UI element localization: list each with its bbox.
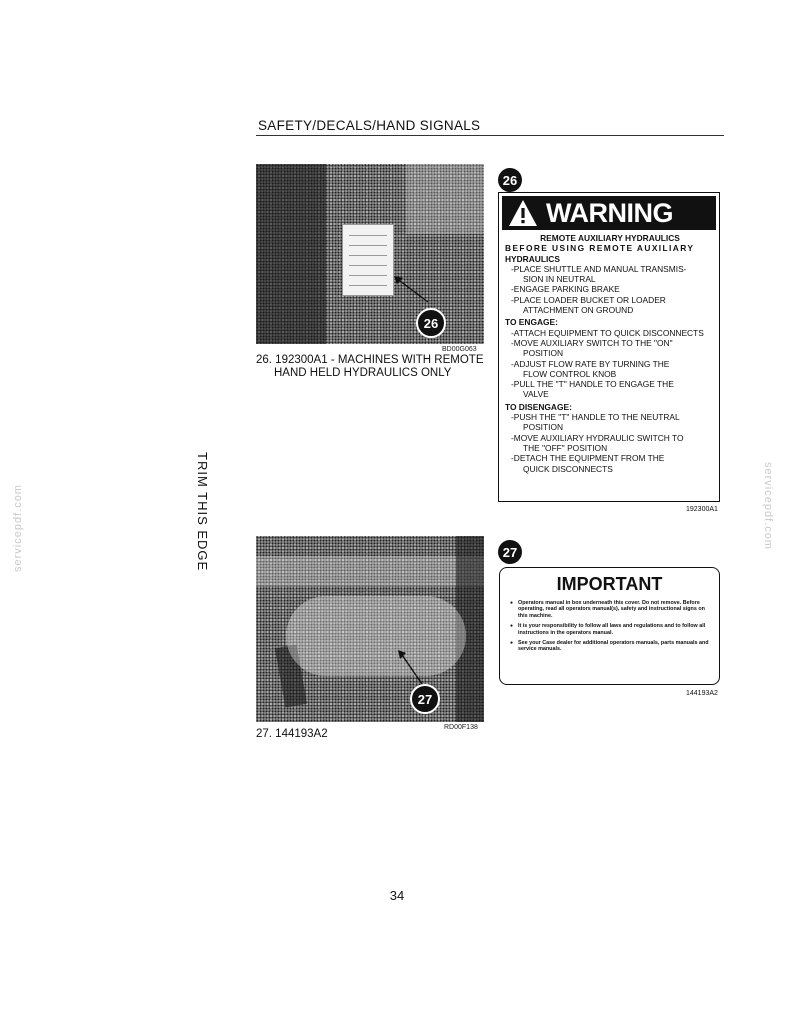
pointer-arrow — [394, 276, 434, 306]
warning-header — [502, 196, 716, 230]
figure-27-caption: 27. 144193A2 — [256, 728, 328, 740]
figure-26-caption: 26. 192300A1 - MACHINES WITH REMOTE HAND HELD HYDRAULICS ONLY — [256, 354, 484, 379]
callout-26: 26 — [416, 308, 446, 338]
decal-26-part-number: 192300A1 — [686, 506, 718, 513]
photo-decal-27-location — [256, 536, 484, 722]
warning-decal — [498, 192, 720, 502]
list-item: ● See your Case dealer for additional operators manuals, parts manuals and service manuals. — [510, 640, 711, 653]
warning-heading: WARNING — [546, 197, 673, 228]
important-list — [510, 600, 711, 657]
header-rule — [256, 135, 724, 136]
warning-triangle-icon — [508, 199, 538, 227]
decal-27-badge: 27 — [498, 540, 522, 564]
section-title: SAFETY/DECALS/HAND SIGNALS — [258, 118, 481, 133]
photo-code: BD00G063 — [442, 346, 477, 353]
important-decal — [499, 567, 720, 685]
page-number: 34 — [389, 888, 405, 903]
list-item: ● It is your responsibility to follow all laws and regulations and to follow all instructions in the operators manual. — [510, 623, 711, 636]
trim-edge-label: TRIM THIS EDGE — [195, 452, 210, 572]
watermark-left: servicepdf.com — [12, 484, 24, 572]
callout-27: 27 — [410, 684, 440, 714]
list-item: ● Operators manual in box underneath this cover. Do not remove. Before operating, read all operators manual(s), safety and instructional signs on this machine. — [510, 600, 711, 619]
photo-decal-26-location — [256, 164, 484, 344]
photo-code: RD00F138 — [444, 724, 478, 731]
decal-27-part-number: 144193A2 — [686, 690, 718, 697]
important-heading: IMPORTANT — [556, 574, 663, 594]
decal-26-badge: 26 — [498, 168, 522, 192]
warning-body: REMOTE AUXILIARY HYDRAULICS BEFORE USING REMOTE AUXILIARY HYDRAULICS -PLACE SHUTTLE AND MANUAL TRANSMIS- SION IN NEUTRAL -ENGAGE PARKING BRAKE -PLACE LOADER BUCKET OR LOADER ATTACHMENT ON GROUND TO ENGAGE: -ATTACH EQUIPMENT TO QUICK DISCONNECTS -MOVE AUXILIARY SWITCH TO THE "ON" POSITION -ADJUST FLOW RATE BY TURNING THE FLOW CONTROL KNOB -PULL THE "T" HANDLE TO ENGAGE THE VALVE TO DISENGAGE: -PUSH THE "T" HANDLE TO THE NEUTRAL POSITION -MOVE AUXILIARY HYDRAULIC SWITCH TO THE "OFF" POSITION -DETACH THE EQUIPMENT FROM THE QUICK DISCONNECTS — [505, 233, 704, 474]
watermark-right: servicepdf.com — [762, 462, 774, 550]
